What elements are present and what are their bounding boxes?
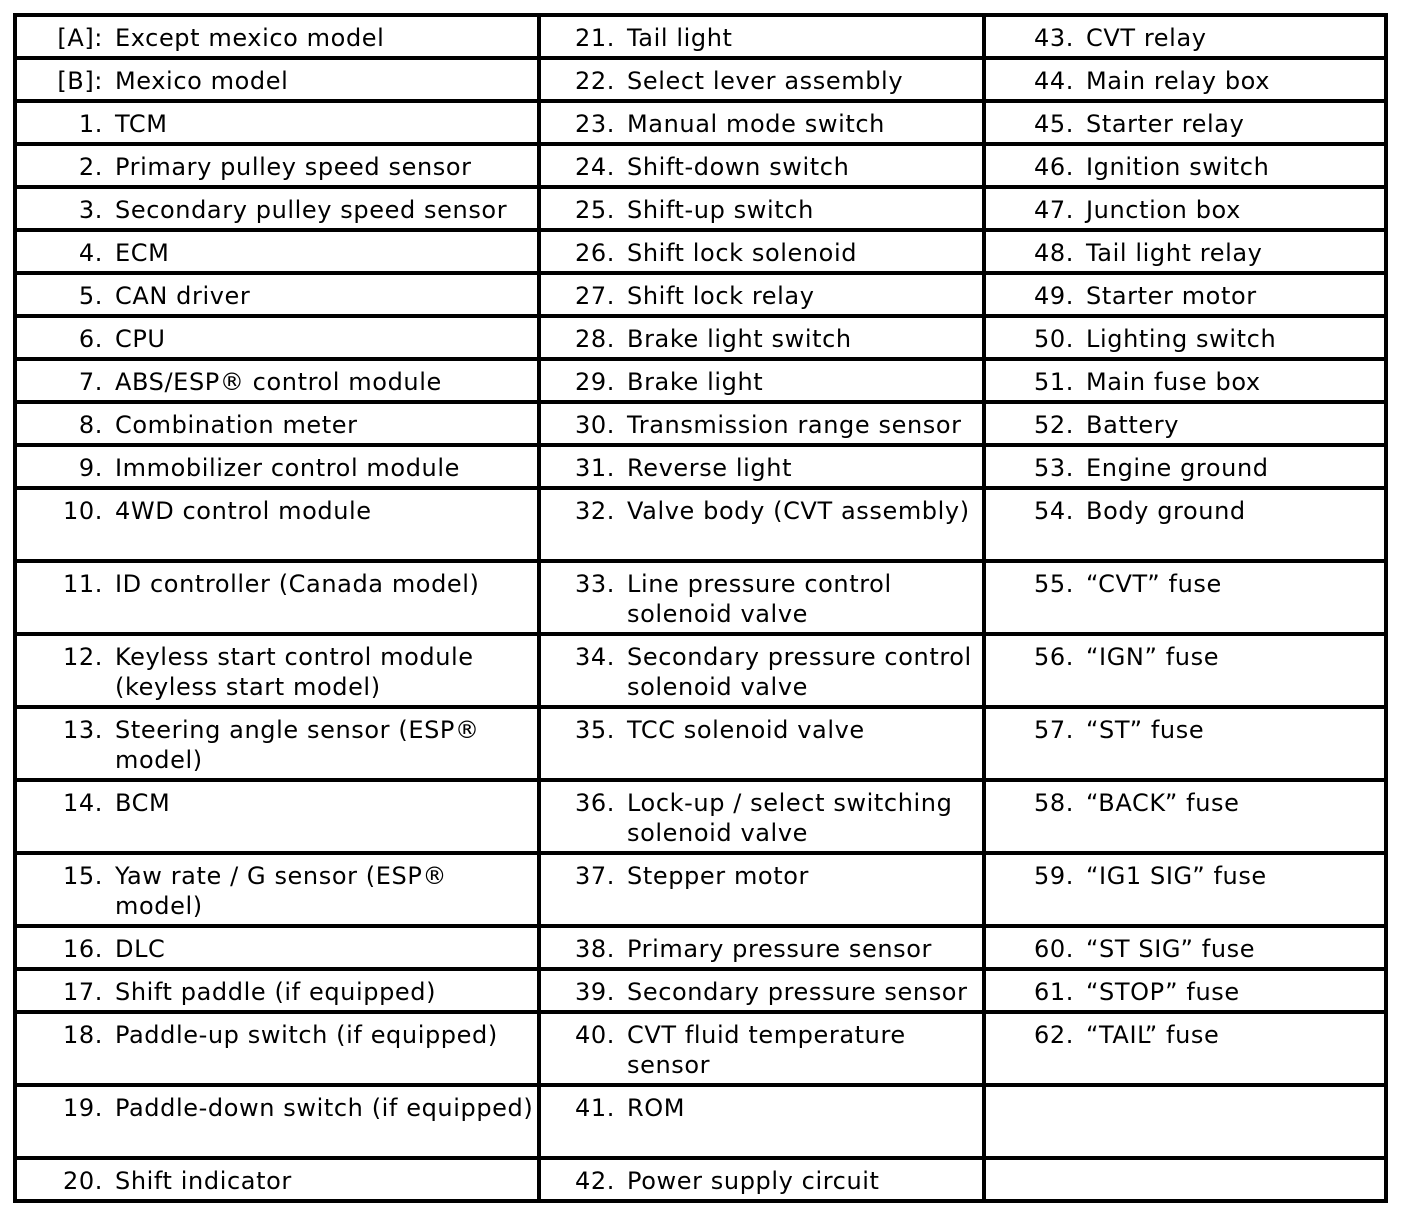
legend-cell bbox=[984, 780, 1386, 853]
item-number: 3. bbox=[78, 196, 103, 224]
legend-row bbox=[15, 1085, 1386, 1158]
item-label: Steering angle sensor (ESP® model) bbox=[115, 716, 480, 774]
legend-cell bbox=[539, 230, 984, 273]
legend-cell bbox=[15, 101, 539, 144]
legend-cell bbox=[539, 359, 984, 402]
legend-entry bbox=[541, 636, 982, 702]
legend-entry bbox=[541, 855, 982, 891]
legend-cell bbox=[15, 561, 539, 634]
legend-cell bbox=[15, 316, 539, 359]
legend-entry bbox=[986, 1160, 1384, 1166]
legend-entry bbox=[17, 971, 537, 1007]
item-number: 29. bbox=[575, 368, 615, 396]
item-number: 7. bbox=[78, 368, 103, 396]
legend-cell bbox=[984, 230, 1386, 273]
legend-cell bbox=[539, 853, 984, 926]
legend-entry bbox=[541, 563, 982, 629]
legend-cell bbox=[15, 359, 539, 402]
item-number: 49. bbox=[1034, 282, 1074, 310]
legend-cell bbox=[15, 1158, 539, 1201]
item-number: 48. bbox=[1034, 239, 1074, 267]
legend-entry bbox=[541, 971, 982, 1007]
item-number: 40. bbox=[575, 1021, 615, 1049]
legend-entry bbox=[541, 782, 982, 848]
legend-row bbox=[15, 488, 1386, 561]
legend-cell bbox=[15, 1085, 539, 1158]
legend-entry bbox=[17, 855, 537, 921]
legend-entry bbox=[986, 17, 1384, 53]
item-number: 59. bbox=[1034, 862, 1074, 890]
legend-entry bbox=[986, 1087, 1384, 1093]
legend-cell bbox=[539, 1012, 984, 1085]
legend-entry bbox=[17, 361, 537, 397]
item-label: ABS/ESP® control module bbox=[115, 368, 442, 396]
item-number: 34. bbox=[575, 643, 615, 671]
item-label: Brake light bbox=[627, 368, 764, 396]
item-label: Paddle-up switch (if equipped) bbox=[115, 1021, 498, 1049]
legend-cell bbox=[984, 707, 1386, 780]
item-label: Shift lock relay bbox=[627, 282, 815, 310]
legend-entry bbox=[986, 103, 1384, 139]
legend-entry bbox=[986, 971, 1384, 1007]
legend-row bbox=[15, 969, 1386, 1012]
legend-cell bbox=[984, 273, 1386, 316]
item-label: Lighting switch bbox=[1086, 325, 1277, 353]
legend-cell bbox=[539, 1085, 984, 1158]
legend-entry bbox=[541, 318, 982, 354]
item-label: Lock-up / select switching solenoid valve bbox=[627, 789, 953, 847]
item-number: 27. bbox=[575, 282, 615, 310]
item-label: CAN driver bbox=[115, 282, 251, 310]
legend-row bbox=[15, 273, 1386, 316]
legend-cell bbox=[15, 780, 539, 853]
item-label: Body ground bbox=[1086, 497, 1246, 525]
legend-cell bbox=[984, 561, 1386, 634]
item-number: 18. bbox=[63, 1021, 103, 1049]
legend-entry bbox=[541, 103, 982, 139]
legend-entry bbox=[17, 275, 537, 311]
legend-body bbox=[15, 15, 1386, 1201]
item-number: 20. bbox=[63, 1167, 103, 1195]
legend-entry bbox=[541, 275, 982, 311]
legend-cell bbox=[539, 58, 984, 101]
item-label: Brake light switch bbox=[627, 325, 852, 353]
item-number: 35. bbox=[575, 716, 615, 744]
legend-row bbox=[15, 359, 1386, 402]
legend-entry bbox=[17, 404, 537, 440]
legend-cell bbox=[539, 402, 984, 445]
legend-entry bbox=[541, 232, 982, 268]
item-number: 15. bbox=[63, 862, 103, 890]
legend-entry bbox=[17, 17, 537, 53]
item-number: 57. bbox=[1034, 716, 1074, 744]
legend-entry bbox=[541, 1087, 982, 1123]
item-number: 17. bbox=[63, 978, 103, 1006]
legend-row bbox=[15, 445, 1386, 488]
item-number: 9. bbox=[78, 454, 103, 482]
legend-entry bbox=[986, 782, 1384, 818]
item-label: Main fuse box bbox=[1086, 368, 1261, 396]
item-number: 41. bbox=[575, 1094, 615, 1122]
legend-row bbox=[15, 230, 1386, 273]
legend-cell bbox=[984, 1085, 1386, 1158]
item-label: Combination meter bbox=[115, 411, 358, 439]
legend-entry bbox=[17, 232, 537, 268]
legend-cell bbox=[15, 969, 539, 1012]
item-label: Stepper motor bbox=[627, 862, 809, 890]
legend-cell bbox=[984, 101, 1386, 144]
legend-cell bbox=[15, 187, 539, 230]
item-label: Shift lock solenoid bbox=[627, 239, 858, 267]
legend-row bbox=[15, 1158, 1386, 1201]
legend-cell bbox=[15, 402, 539, 445]
legend-row bbox=[15, 15, 1386, 58]
legend-entry bbox=[541, 146, 982, 182]
legend-entry bbox=[17, 563, 537, 599]
item-label: Main relay box bbox=[1086, 67, 1271, 95]
legend-entry bbox=[541, 928, 982, 964]
legend-entry bbox=[986, 855, 1384, 891]
legend-entry bbox=[541, 404, 982, 440]
item-label: Keyless start control module (keyless start model) bbox=[115, 643, 474, 701]
item-label: Battery bbox=[1086, 411, 1180, 439]
legend-cell bbox=[984, 634, 1386, 707]
legend-cell bbox=[15, 230, 539, 273]
legend-cell bbox=[539, 187, 984, 230]
item-number: 33. bbox=[575, 570, 615, 598]
item-label: Secondary pressure control solenoid valve bbox=[627, 643, 972, 701]
item-number: 38. bbox=[575, 935, 615, 963]
item-number: 30. bbox=[575, 411, 615, 439]
item-number: 8. bbox=[78, 411, 103, 439]
legend-entry bbox=[17, 318, 537, 354]
item-label: CVT fluid temperature sensor bbox=[627, 1021, 906, 1079]
item-label: Shift-down switch bbox=[627, 153, 850, 181]
legend-entry bbox=[17, 1160, 537, 1196]
legend-cell bbox=[15, 58, 539, 101]
legend-cell bbox=[15, 488, 539, 561]
legend-cell bbox=[539, 707, 984, 780]
item-number: 16. bbox=[63, 935, 103, 963]
legend-entry bbox=[17, 490, 537, 526]
legend-entry bbox=[986, 404, 1384, 440]
legend-cell bbox=[539, 969, 984, 1012]
legend-cell bbox=[15, 634, 539, 707]
item-label: CVT relay bbox=[1086, 24, 1207, 52]
item-number: 19. bbox=[63, 1094, 103, 1122]
legend-entry bbox=[17, 1087, 537, 1123]
legend-row bbox=[15, 316, 1386, 359]
item-number: 46. bbox=[1034, 153, 1074, 181]
item-label: Immobilizer control module bbox=[115, 454, 460, 482]
item-number: 52. bbox=[1034, 411, 1074, 439]
legend-cell bbox=[15, 853, 539, 926]
legend-cell bbox=[984, 58, 1386, 101]
item-number: 32. bbox=[575, 497, 615, 525]
legend-entry bbox=[986, 275, 1384, 311]
item-label: “ST SIG” fuse bbox=[1086, 935, 1256, 963]
legend-entry bbox=[541, 709, 982, 745]
item-number: 10. bbox=[63, 497, 103, 525]
legend-entry bbox=[541, 361, 982, 397]
legend-row bbox=[15, 402, 1386, 445]
legend-cell bbox=[539, 1158, 984, 1201]
item-label: Tail light bbox=[627, 24, 733, 52]
legend-entry bbox=[541, 60, 982, 96]
item-label: ECM bbox=[115, 239, 170, 267]
item-label: DLC bbox=[115, 935, 166, 963]
legend-entry bbox=[541, 447, 982, 483]
item-number: 43. bbox=[1034, 24, 1074, 52]
legend-row bbox=[15, 707, 1386, 780]
legend-cell bbox=[15, 926, 539, 969]
component-legend-table bbox=[13, 13, 1388, 1203]
legend-cell bbox=[539, 15, 984, 58]
legend-row bbox=[15, 101, 1386, 144]
item-label: BCM bbox=[115, 789, 171, 817]
legend-entry bbox=[541, 490, 982, 526]
item-label: Shift indicator bbox=[115, 1167, 292, 1195]
item-number: 11. bbox=[63, 570, 103, 598]
item-label: Paddle-down switch (if equipped) bbox=[115, 1094, 534, 1122]
item-number: 31. bbox=[575, 454, 615, 482]
legend-row bbox=[15, 780, 1386, 853]
legend-cell bbox=[984, 1158, 1386, 1201]
item-number: 13. bbox=[63, 716, 103, 744]
legend-entry bbox=[541, 17, 982, 53]
legend-cell bbox=[539, 561, 984, 634]
item-label: Line pressure control solenoid valve bbox=[627, 570, 892, 628]
legend-entry bbox=[17, 146, 537, 182]
legend-cell bbox=[15, 273, 539, 316]
legend-cell bbox=[984, 445, 1386, 488]
legend-row bbox=[15, 144, 1386, 187]
legend-cell bbox=[539, 445, 984, 488]
legend-entry bbox=[986, 146, 1384, 182]
legend-cell bbox=[539, 316, 984, 359]
item-number: 62. bbox=[1034, 1021, 1074, 1049]
legend-cell bbox=[984, 316, 1386, 359]
item-label: “IGN” fuse bbox=[1086, 643, 1220, 671]
item-label: Power supply circuit bbox=[627, 1167, 880, 1195]
item-number: 55. bbox=[1034, 570, 1074, 598]
item-label: “ST” fuse bbox=[1086, 716, 1205, 744]
item-number: 12. bbox=[63, 643, 103, 671]
item-label: “IG1 SIG” fuse bbox=[1086, 862, 1267, 890]
item-label: Secondary pulley speed sensor bbox=[115, 196, 508, 224]
legend-entry bbox=[17, 103, 537, 139]
legend-entry bbox=[986, 361, 1384, 397]
item-label: Starter relay bbox=[1086, 110, 1245, 138]
legend-entry bbox=[986, 490, 1384, 526]
legend-cell bbox=[984, 359, 1386, 402]
item-label: “STOP” fuse bbox=[1086, 978, 1240, 1006]
item-number: 2. bbox=[78, 153, 103, 181]
legend-entry bbox=[541, 1160, 982, 1196]
item-label: Primary pulley speed sensor bbox=[115, 153, 472, 181]
item-number: 61. bbox=[1034, 978, 1074, 1006]
legend-entry bbox=[986, 636, 1384, 672]
legend-entry bbox=[17, 709, 537, 775]
legend-entry bbox=[986, 563, 1384, 599]
item-label: Ignition switch bbox=[1086, 153, 1270, 181]
legend-cell bbox=[984, 488, 1386, 561]
legend-cell bbox=[15, 1012, 539, 1085]
item-label: Reverse light bbox=[627, 454, 793, 482]
item-label: “TAIL” fuse bbox=[1086, 1021, 1220, 1049]
legend-cell bbox=[984, 853, 1386, 926]
legend-entry bbox=[17, 189, 537, 225]
legend-cell bbox=[15, 445, 539, 488]
item-number: 6. bbox=[78, 325, 103, 353]
legend-entry bbox=[541, 1014, 982, 1080]
item-number: 53. bbox=[1034, 454, 1074, 482]
item-number: 26. bbox=[575, 239, 615, 267]
legend-cell bbox=[539, 634, 984, 707]
item-label: Mexico model bbox=[115, 67, 289, 95]
item-number: 22. bbox=[575, 67, 615, 95]
item-label: Except mexico model bbox=[115, 24, 385, 52]
item-number: 4. bbox=[78, 239, 103, 267]
item-number: 37. bbox=[575, 862, 615, 890]
legend-row bbox=[15, 853, 1386, 926]
item-label: Starter motor bbox=[1086, 282, 1257, 310]
legend-entry bbox=[986, 709, 1384, 745]
legend-entry bbox=[17, 447, 537, 483]
item-number: 54. bbox=[1034, 497, 1074, 525]
legend-entry bbox=[986, 928, 1384, 964]
legend-entry bbox=[986, 1014, 1384, 1050]
item-number: 5. bbox=[78, 282, 103, 310]
item-label: Yaw rate / G sensor (ESP® model) bbox=[115, 862, 448, 920]
legend-cell bbox=[984, 402, 1386, 445]
item-label: Secondary pressure sensor bbox=[627, 978, 968, 1006]
legend-entry bbox=[986, 232, 1384, 268]
item-label: Shift paddle (if equipped) bbox=[115, 978, 437, 1006]
legend-row bbox=[15, 187, 1386, 230]
legend-entry bbox=[17, 782, 537, 818]
legend-row bbox=[15, 634, 1386, 707]
legend-cell bbox=[15, 15, 539, 58]
item-number: 58. bbox=[1034, 789, 1074, 817]
legend-cell bbox=[539, 273, 984, 316]
item-label: “BACK” fuse bbox=[1086, 789, 1240, 817]
item-label: CPU bbox=[115, 325, 166, 353]
item-label: Transmission range sensor bbox=[627, 411, 962, 439]
item-label: Select lever assembly bbox=[627, 67, 904, 95]
legend-cell bbox=[984, 969, 1386, 1012]
item-number: [A]: bbox=[57, 24, 103, 52]
item-number: 14. bbox=[63, 789, 103, 817]
item-label: TCM bbox=[115, 110, 168, 138]
item-label: Junction box bbox=[1086, 196, 1241, 224]
item-number: 21. bbox=[575, 24, 615, 52]
item-number: 47. bbox=[1034, 196, 1074, 224]
legend-entry bbox=[17, 60, 537, 96]
item-label: 4WD control module bbox=[115, 497, 372, 525]
legend-row bbox=[15, 926, 1386, 969]
legend-cell bbox=[984, 926, 1386, 969]
item-number: 42. bbox=[575, 1167, 615, 1195]
item-number: 39. bbox=[575, 978, 615, 1006]
legend-cell bbox=[15, 707, 539, 780]
item-number: 60. bbox=[1034, 935, 1074, 963]
legend-entry bbox=[986, 189, 1384, 225]
legend-cell bbox=[539, 780, 984, 853]
legend-row bbox=[15, 561, 1386, 634]
legend-cell bbox=[539, 144, 984, 187]
item-label: ROM bbox=[627, 1094, 686, 1122]
legend-cell bbox=[984, 187, 1386, 230]
item-label: “CVT” fuse bbox=[1086, 570, 1222, 598]
legend-entry bbox=[17, 636, 537, 702]
legend-row bbox=[15, 58, 1386, 101]
item-label: TCC solenoid valve bbox=[627, 716, 865, 744]
legend-cell bbox=[984, 144, 1386, 187]
legend-entry bbox=[541, 189, 982, 225]
legend-entry bbox=[17, 1014, 537, 1050]
item-label: Engine ground bbox=[1086, 454, 1269, 482]
legend-row bbox=[15, 1012, 1386, 1085]
item-label: Valve body (CVT assembly) bbox=[627, 497, 970, 525]
legend-cell bbox=[984, 1012, 1386, 1085]
item-number: 25. bbox=[575, 196, 615, 224]
item-label: ID controller (Canada model) bbox=[115, 570, 480, 598]
item-label: Primary pressure sensor bbox=[627, 935, 932, 963]
item-number: 51. bbox=[1034, 368, 1074, 396]
item-number: 1. bbox=[78, 110, 103, 138]
item-label: Tail light relay bbox=[1086, 239, 1263, 267]
item-number: 50. bbox=[1034, 325, 1074, 353]
legend-cell bbox=[539, 101, 984, 144]
item-number: 45. bbox=[1034, 110, 1074, 138]
legend-entry bbox=[986, 60, 1384, 96]
item-number: 28. bbox=[575, 325, 615, 353]
legend-entry bbox=[986, 318, 1384, 354]
item-number: 36. bbox=[575, 789, 615, 817]
item-number: 56. bbox=[1034, 643, 1074, 671]
legend-cell bbox=[539, 488, 984, 561]
legend-cell bbox=[539, 926, 984, 969]
legend-entry bbox=[986, 447, 1384, 483]
item-number: 23. bbox=[575, 110, 615, 138]
item-number: 44. bbox=[1034, 67, 1074, 95]
item-label: Manual mode switch bbox=[627, 110, 885, 138]
item-number: [B]: bbox=[57, 67, 103, 95]
legend-entry bbox=[17, 928, 537, 964]
legend-cell bbox=[15, 144, 539, 187]
legend-cell bbox=[984, 15, 1386, 58]
item-label: Shift-up switch bbox=[627, 196, 814, 224]
item-number: 24. bbox=[575, 153, 615, 181]
